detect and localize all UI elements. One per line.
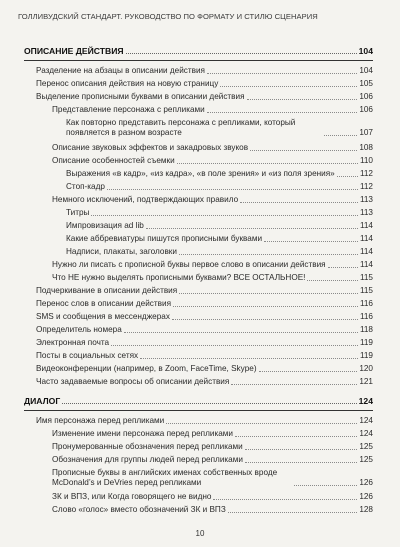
toc-page-number: 116 <box>359 312 373 321</box>
toc-leader <box>177 162 358 164</box>
toc-entry <box>52 468 373 488</box>
toc-page-number: 105 <box>359 79 373 88</box>
toc-entry-title: Титры <box>66 208 90 217</box>
toc-entry <box>66 118 373 138</box>
toc-entry <box>52 260 373 270</box>
toc-leader <box>337 175 358 177</box>
toc-entry <box>66 234 373 244</box>
toc-entry <box>52 429 373 439</box>
toc-leader <box>324 134 357 136</box>
toc-entry <box>52 505 373 515</box>
toc-page-number: 114 <box>359 260 373 269</box>
toc-entry-title: Определитель номера <box>36 325 122 334</box>
toc-entry-title: Часто задаваемые вопросы об описании действия <box>36 377 230 386</box>
toc-entry <box>66 247 373 257</box>
toc-page-number: 116 <box>359 299 373 308</box>
toc-leader <box>259 370 358 372</box>
toc-entry-title: Разделение на абзацы в описании действия <box>36 66 205 75</box>
toc-leader <box>179 253 358 255</box>
toc-leader <box>228 511 358 513</box>
toc-entry-title: Немного исключений, подтверждающих правило <box>52 195 239 204</box>
toc-entry-title: Что НЕ нужно выделять прописными буквами? ВСЕ ОСТАЛЬНОЕ! <box>52 273 306 282</box>
toc-leader <box>207 72 357 74</box>
toc-entry <box>36 377 373 387</box>
toc-entry-title: Стоп-кадр <box>66 182 105 191</box>
toc-entry <box>66 169 373 179</box>
toc-entry-title: Перенос описания действия на новую страницу <box>36 79 219 88</box>
toc-entry <box>36 416 373 426</box>
toc-leader <box>220 85 357 87</box>
toc-page-number: 120 <box>359 364 373 373</box>
toc-page-number: 128 <box>359 505 373 514</box>
toc-entry <box>66 182 373 192</box>
toc-page-number: 112 <box>359 182 373 191</box>
toc-entry-title: Имя персонажа перед репликами <box>36 416 165 425</box>
toc-leader <box>240 201 358 203</box>
toc-entry <box>52 143 373 153</box>
toc-page-number: 113 <box>359 195 373 204</box>
toc-page-number: 113 <box>359 208 373 217</box>
toc-entry <box>36 79 373 89</box>
toc-page-number: 107 <box>359 128 373 137</box>
toc-entry-title: Представление персонажа с репликами <box>52 105 205 114</box>
toc-entry <box>36 351 373 361</box>
section-rule <box>24 60 373 61</box>
toc-entry <box>52 442 373 452</box>
toc-page-number: 119 <box>359 351 373 360</box>
toc-leader <box>247 98 358 100</box>
toc-leader <box>179 292 358 294</box>
toc-entry-title: ЗК и ВПЗ, или Когда говорящего не видно <box>52 492 212 501</box>
toc-leader <box>146 227 358 229</box>
toc-entry-title: Как повторно представить персонажа с репликами, который появляется в разном возрасте <box>66 118 296 137</box>
toc-entry <box>36 286 373 296</box>
toc-leader <box>213 498 357 500</box>
toc-page-number: 125 <box>359 442 373 451</box>
toc-leader <box>245 448 358 450</box>
toc-page-number: 106 <box>359 92 373 101</box>
toc-page-number: 124 <box>359 416 373 425</box>
toc-page-number: 114 <box>359 221 373 230</box>
toc-leader <box>126 52 357 54</box>
toc-leader <box>245 461 357 463</box>
toc-entry <box>66 221 373 231</box>
toc-entry-title: Надписи, плакаты, заголовки <box>66 247 177 256</box>
toc-leader <box>166 422 357 424</box>
toc-entry <box>66 208 373 218</box>
toc-entry <box>52 273 373 283</box>
toc-entry-title: Описание особенностей съемки <box>52 156 175 165</box>
toc-entry-title: Подчеркивание в описании действия <box>36 286 178 295</box>
toc-entry <box>36 325 373 335</box>
page-number: 10 <box>195 529 205 538</box>
toc-entry <box>36 312 373 322</box>
toc-page-number: 115 <box>359 273 373 282</box>
toc-page-number: 119 <box>359 338 373 347</box>
toc-entry <box>52 156 373 166</box>
toc-entry-title: Выражения «в кадр», «из кадра», «в поле зрения» и «из поля зрения» <box>66 169 335 178</box>
toc-leader <box>328 266 358 268</box>
toc-entry-title: Какие аббревиатуры пишутся прописными буквами <box>66 234 263 243</box>
section-rule <box>24 410 373 411</box>
toc-page-number: 126 <box>359 478 373 487</box>
toc-entry-title: Нужно ли писать с прописной буквы первое слово в описании действия <box>52 260 326 269</box>
toc-entry-title: Описание звуковых эффектов и закадровых звуков <box>52 143 249 152</box>
toc-page-number: 115 <box>359 286 373 295</box>
toc-leader <box>172 318 358 320</box>
toc-section-action <box>24 46 373 56</box>
toc-page-number: 104 <box>359 66 373 75</box>
toc-entry <box>52 455 373 465</box>
toc-page-number: 121 <box>359 377 373 386</box>
toc-entry-title: SMS и сообщения в мессенджерах <box>36 312 170 321</box>
toc-entry-title: Изменение имени персонажа перед репликами <box>52 429 233 438</box>
toc-entry-title: Посты в социальных сетях <box>36 351 139 360</box>
toc-page-number: 114 <box>359 234 373 243</box>
toc-page-number: 126 <box>359 492 373 501</box>
toc-leader <box>294 484 357 486</box>
toc-leader <box>140 357 358 359</box>
toc-page-number: 106 <box>359 105 373 114</box>
toc-leader <box>111 344 358 346</box>
toc-page-number: 112 <box>359 169 373 178</box>
toc-section-title: ДИАЛОГ <box>24 396 61 406</box>
toc-entry-title: Импровизация ad lib <box>66 221 144 230</box>
toc-entry-title: Электронная почта <box>36 338 110 347</box>
toc-page-number: 124 <box>358 396 373 406</box>
toc-entry <box>36 66 373 76</box>
toc-leader <box>107 188 358 190</box>
toc-entry-title: Пронумерованные обозначения перед репликами <box>52 442 243 451</box>
toc-entry <box>36 338 373 348</box>
toc-page-number: 114 <box>359 247 373 256</box>
toc-leader <box>307 279 357 281</box>
toc-entry <box>52 195 373 205</box>
toc-section-title: ОПИСАНИЕ ДЕЙСТВИЯ <box>24 46 124 56</box>
toc-page-number: 108 <box>359 143 373 152</box>
toc-entry <box>36 92 373 102</box>
toc-entry-title: Выделение прописными буквами в описании действия <box>36 92 245 101</box>
toc-page-number: 118 <box>359 325 373 334</box>
toc-section-dialogue <box>24 396 373 406</box>
toc-entry <box>52 105 373 115</box>
toc-page-number: 124 <box>359 429 373 438</box>
toc-leader <box>235 435 357 437</box>
toc-leader <box>231 383 357 385</box>
toc-entry-title: Видеоконференции (например, в Zoom, FaceTime, Skype) <box>36 364 257 373</box>
toc-leader <box>207 111 358 113</box>
toc-leader <box>250 149 357 151</box>
toc-leader <box>264 240 358 242</box>
toc-leader <box>91 214 358 216</box>
toc-leader <box>62 402 356 404</box>
toc-entry <box>52 492 373 502</box>
toc-entry <box>36 364 373 374</box>
toc-page-number: 125 <box>359 455 373 464</box>
toc-entry-title: Обозначения для группы людей перед репликами <box>52 455 243 464</box>
toc-leader <box>173 305 358 307</box>
toc-entry-title: Перенос слов в описании действия <box>36 299 172 308</box>
toc-entry-title: Прописные буквы в английских именах собственных вроде McDonald’s и DeVries перед репликами <box>52 468 278 487</box>
toc-entry <box>36 299 373 309</box>
toc-leader <box>124 331 358 333</box>
toc-entry-title: Слово «голос» вместо обозначений ЗК и ВПЗ <box>52 505 226 514</box>
running-header: ГОЛЛИВУДСКИЙ СТАНДАРТ. РУКОВОДСТВО ПО ФОРМАТУ И СТИЛЮ СЦЕНАРИЯ <box>18 12 318 21</box>
toc-page-number: 104 <box>358 46 373 56</box>
toc-page-number: 110 <box>359 156 373 165</box>
